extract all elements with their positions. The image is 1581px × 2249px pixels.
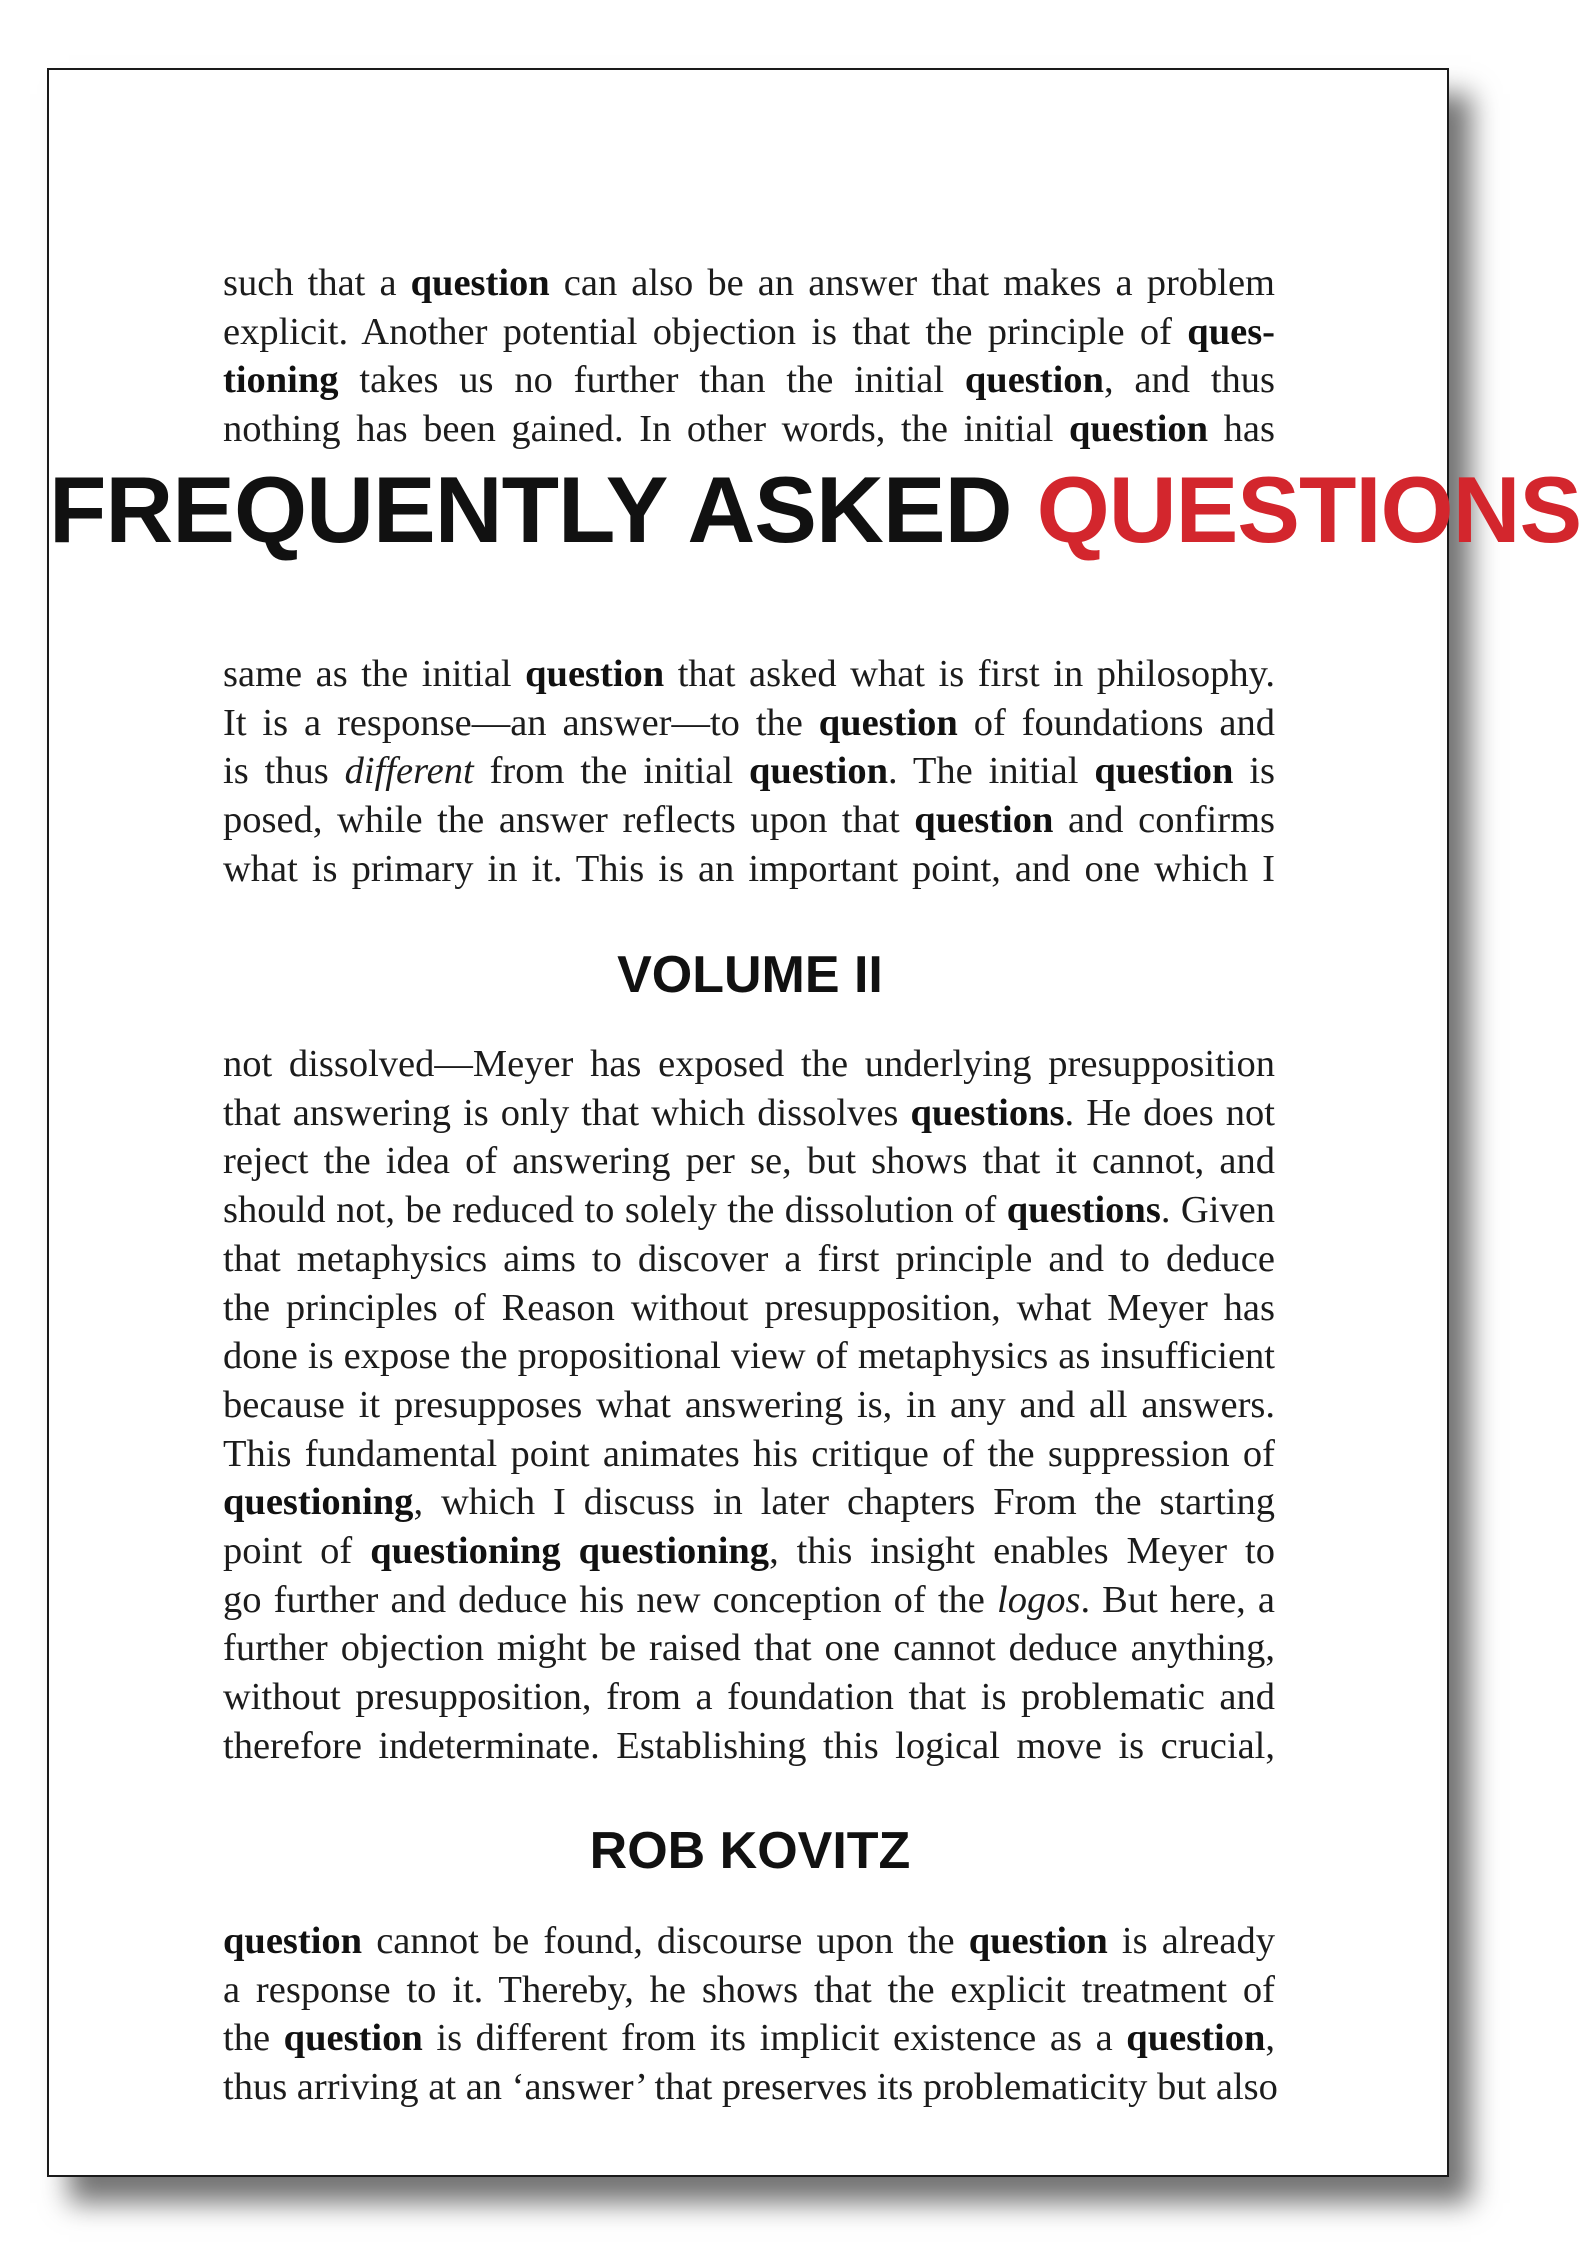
- emphasis-bold: question: [748, 750, 889, 793]
- text-run: is different from its implicit existence as a: [422, 2017, 1127, 2060]
- emphasis-bold: question: [968, 1920, 1108, 1962]
- emphasis-bold: question: [410, 262, 550, 304]
- text-run: from the initial: [473, 750, 749, 793]
- emphasis-bold: tioning: [223, 359, 339, 402]
- text-run: . The initial: [888, 750, 1095, 793]
- text-line: [223, 1284, 1275, 1333]
- text-line: [223, 747, 1275, 796]
- emphasis-bold: question: [1126, 2017, 1266, 2060]
- text-line: [223, 1576, 1275, 1625]
- text-line: [223, 845, 1275, 894]
- text-line: [223, 356, 1275, 405]
- text-run: without presupposition, from a foundation that is problematic and: [223, 1676, 1275, 1719]
- book-cover: [47, 68, 1581, 2177]
- text-run: therefore indeterminate. Establishing this logical move is crucial,: [223, 1724, 1275, 1767]
- emphasis-bold: question: [223, 1920, 363, 1962]
- text-line: [223, 1673, 1275, 1722]
- text-run: point of: [223, 1530, 371, 1573]
- text-run: explicit. Another potential objection is that the principle of: [223, 310, 1188, 353]
- text-run: posed, while the answer reflects upon that: [223, 799, 915, 842]
- emphasis-bold: question: [1069, 408, 1209, 451]
- author-name: ROB KOVITZ: [589, 1822, 911, 1880]
- text-block-4: [223, 1917, 1278, 2112]
- text-run: is thus: [223, 750, 345, 793]
- text-block-2: [223, 650, 1275, 894]
- text-run: cannot be found, discourse upon the: [362, 1920, 969, 1962]
- text-line: [223, 796, 1275, 845]
- text-line: [223, 1089, 1275, 1138]
- emphasis-bold: question: [1094, 750, 1234, 793]
- text-run: go further and deduce his new conception of the: [223, 1578, 997, 1621]
- emphasis-bold: questions: [1006, 1189, 1161, 1232]
- text-run: that answering is only that which dissolves: [223, 1091, 911, 1134]
- text-run: a response to it. Thereby, he shows that the explicit treatment of: [223, 1968, 1275, 2011]
- text-run: . But here, a: [1080, 1578, 1275, 1621]
- text-block-1: [223, 259, 1275, 454]
- emphasis-bold: questions: [910, 1091, 1065, 1134]
- text-run: ,: [1265, 2017, 1275, 2060]
- book-title: [49, 455, 1581, 565]
- text-run: further objection might be raised that one cannot deduce anything,: [223, 1627, 1275, 1670]
- text-run: This fundamental point animates his critique of the suppression of: [223, 1432, 1275, 1475]
- text-line: [223, 308, 1275, 357]
- text-line: [223, 2063, 1278, 2112]
- text-line: [223, 1722, 1275, 1771]
- text-run: , this insight enables Meyer to: [769, 1530, 1275, 1573]
- text-run: that asked what is first in philosophy.: [664, 653, 1275, 695]
- emphasis-bold: questioning questioning: [370, 1530, 770, 1573]
- emphasis-bold: question: [964, 359, 1104, 402]
- title-black: FREQUENTLY ASKED: [49, 457, 1012, 562]
- text-run: . He does not: [1064, 1091, 1275, 1134]
- text-run: It is a response—an answer—to the: [223, 701, 819, 744]
- text-run: such that a: [223, 262, 411, 304]
- text-line: [223, 1381, 1275, 1430]
- text-line: [223, 1235, 1275, 1284]
- text-run: not dissolved—Meyer has exposed the underlying presupposition: [223, 1043, 1275, 1085]
- text-line: [223, 1332, 1275, 1381]
- emphasis-bold: question: [283, 2017, 423, 2060]
- text-run: . Given: [1160, 1189, 1275, 1232]
- text-run: that metaphysics aims to discover a first principle and to deduce: [223, 1237, 1275, 1280]
- title-red: QUESTIONS: [1036, 457, 1581, 562]
- text-line: [223, 1430, 1275, 1479]
- text-run: takes us no further than the initial: [338, 359, 965, 402]
- text-line: [223, 2014, 1275, 2063]
- text-line: [223, 699, 1275, 748]
- text-run: is: [1233, 750, 1275, 793]
- text-line: [223, 1137, 1275, 1186]
- text-run: thus arriving at an ‘answer’ that preserves its problematicity but also: [223, 2066, 1278, 2109]
- emphasis-bold: question: [818, 701, 958, 744]
- text-line: [223, 1966, 1275, 2015]
- text-run: , which I discuss in later chapters From the starting: [413, 1481, 1275, 1524]
- text-line: [223, 1917, 1275, 1966]
- text-run: because it presupposes what answering is, in any and all answers.: [223, 1383, 1275, 1426]
- text-line: [223, 1624, 1275, 1673]
- text-line: [223, 259, 1275, 308]
- text-run: is already: [1107, 1920, 1275, 1962]
- text-line: [223, 650, 1275, 699]
- text-block-3: [223, 1040, 1275, 1771]
- text-line: [223, 1527, 1275, 1576]
- text-line: [223, 405, 1275, 454]
- text-run: should not, be reduced to solely the dissolution of: [223, 1189, 1007, 1232]
- volume-label: VOLUME II: [617, 946, 883, 1004]
- text-run: done is expose the propositional view of metaphysics as insufficient: [223, 1335, 1275, 1378]
- text-run: the principles of Reason without presupposition, what Meyer has: [223, 1286, 1275, 1329]
- emphasis-italic: logos: [997, 1578, 1081, 1621]
- emphasis-bold: question: [525, 653, 665, 695]
- text-line: [223, 1040, 1275, 1089]
- emphasis-bold: question: [914, 799, 1054, 842]
- text-line: [223, 1186, 1275, 1235]
- text-run: what is primary in it. This is an important point, and one which I: [223, 847, 1275, 890]
- text-run: , and thus: [1103, 359, 1275, 402]
- text-run: reject the idea of answering per se, but shows that it cannot, and: [223, 1140, 1275, 1183]
- text-run: nothing has been gained. In other words, the initial: [223, 408, 1069, 451]
- text-run: has: [1208, 408, 1275, 451]
- emphasis-italic: different: [344, 750, 474, 793]
- text-run: the: [223, 2017, 284, 2060]
- text-run: and confirms: [1053, 799, 1276, 842]
- text-line: [223, 1478, 1275, 1527]
- text-run: can also be an answer that makes a problem: [549, 262, 1276, 304]
- emphasis-bold: questioning: [223, 1481, 414, 1524]
- text-run: of foundations and: [957, 701, 1275, 744]
- emphasis-bold: ques-: [1187, 310, 1275, 353]
- text-run: same as the initial: [223, 653, 526, 695]
